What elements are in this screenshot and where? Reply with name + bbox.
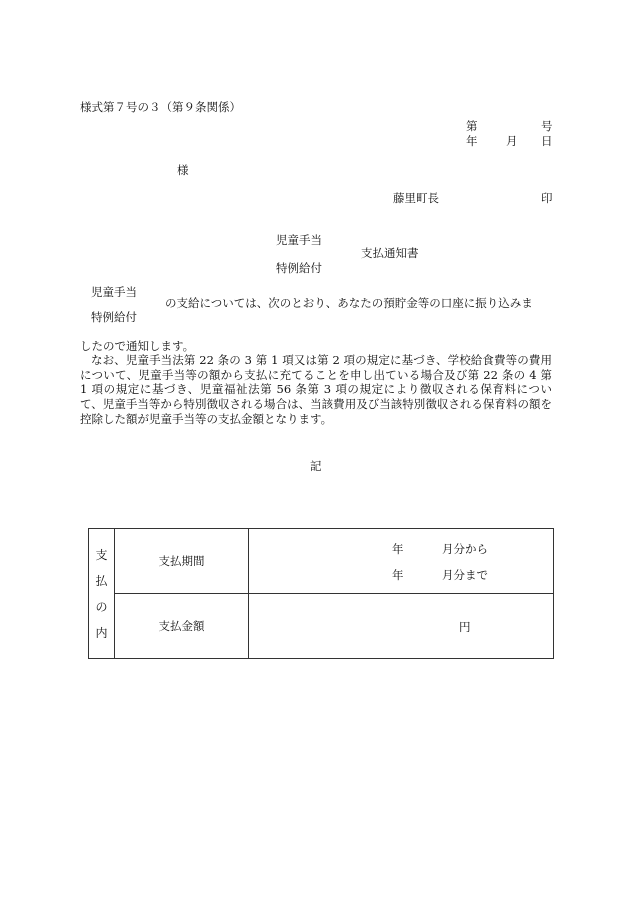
date-month: 月 xyxy=(506,134,518,148)
number-line-go: 号 xyxy=(541,119,553,133)
title-main: 支払通知書 xyxy=(361,246,419,260)
seal-mark: 印 xyxy=(541,191,553,205)
from-year: 年 xyxy=(392,542,404,556)
table-row xyxy=(89,529,554,594)
title-top: 児童手当 xyxy=(276,233,322,247)
issuer: 藤里町長 xyxy=(393,191,439,205)
side-label-char: の xyxy=(95,599,108,614)
date-year: 年 xyxy=(466,134,478,148)
payment-period-value xyxy=(249,529,554,594)
form-number: 様式第７号の３（第９条関係） xyxy=(80,100,241,114)
table-row xyxy=(89,594,554,659)
to-month: 月分まで xyxy=(442,568,488,582)
payment-amount-value xyxy=(249,594,554,659)
date-day: 日 xyxy=(541,134,553,148)
title-bottom: 特例給付 xyxy=(276,261,322,275)
side-label xyxy=(89,529,115,659)
body-second-paragraph: なお、児童手当法第 22 条の 3 第 1 項又は第 2 項の規定に基づき、学校給食費等の費用について、児童手当等の額から支払に充てることを申し出ている場合及び第 22 条の 4 第 1 項の規定に基づき、児童福祉法第 56 条第 3 項の規定により徴収される保育料について、児童手当等から特別徴収される場合は、当該費用及び当該特別徴収される保育料の額を控除した額が児童手当等の支払金額となります。 xyxy=(80,353,552,426)
number-line-dai: 第 xyxy=(466,119,478,133)
addressee-suffix: 様 xyxy=(177,163,189,177)
ki-mark: 記 xyxy=(310,459,322,473)
payment-table xyxy=(88,528,554,659)
side-label-char: 内 xyxy=(95,625,108,640)
amount-unit: 円 xyxy=(459,620,471,634)
body-first-top: 児童手当 xyxy=(91,285,137,299)
side-label-char: 払 xyxy=(95,573,108,588)
payment-period-label: 支払期間 xyxy=(115,529,249,594)
body-first-bottom: 特例給付 xyxy=(91,310,137,324)
body-first-middle: の支給については、次のとおり、あなたの預貯金等の口座に振り込みま xyxy=(165,296,533,310)
from-month: 月分から xyxy=(442,542,488,556)
payment-amount-label: 支払金額 xyxy=(115,594,249,659)
to-year: 年 xyxy=(392,568,404,582)
side-label-char: 支 xyxy=(95,547,108,562)
body-first-end: したので通知します。 xyxy=(80,339,195,353)
